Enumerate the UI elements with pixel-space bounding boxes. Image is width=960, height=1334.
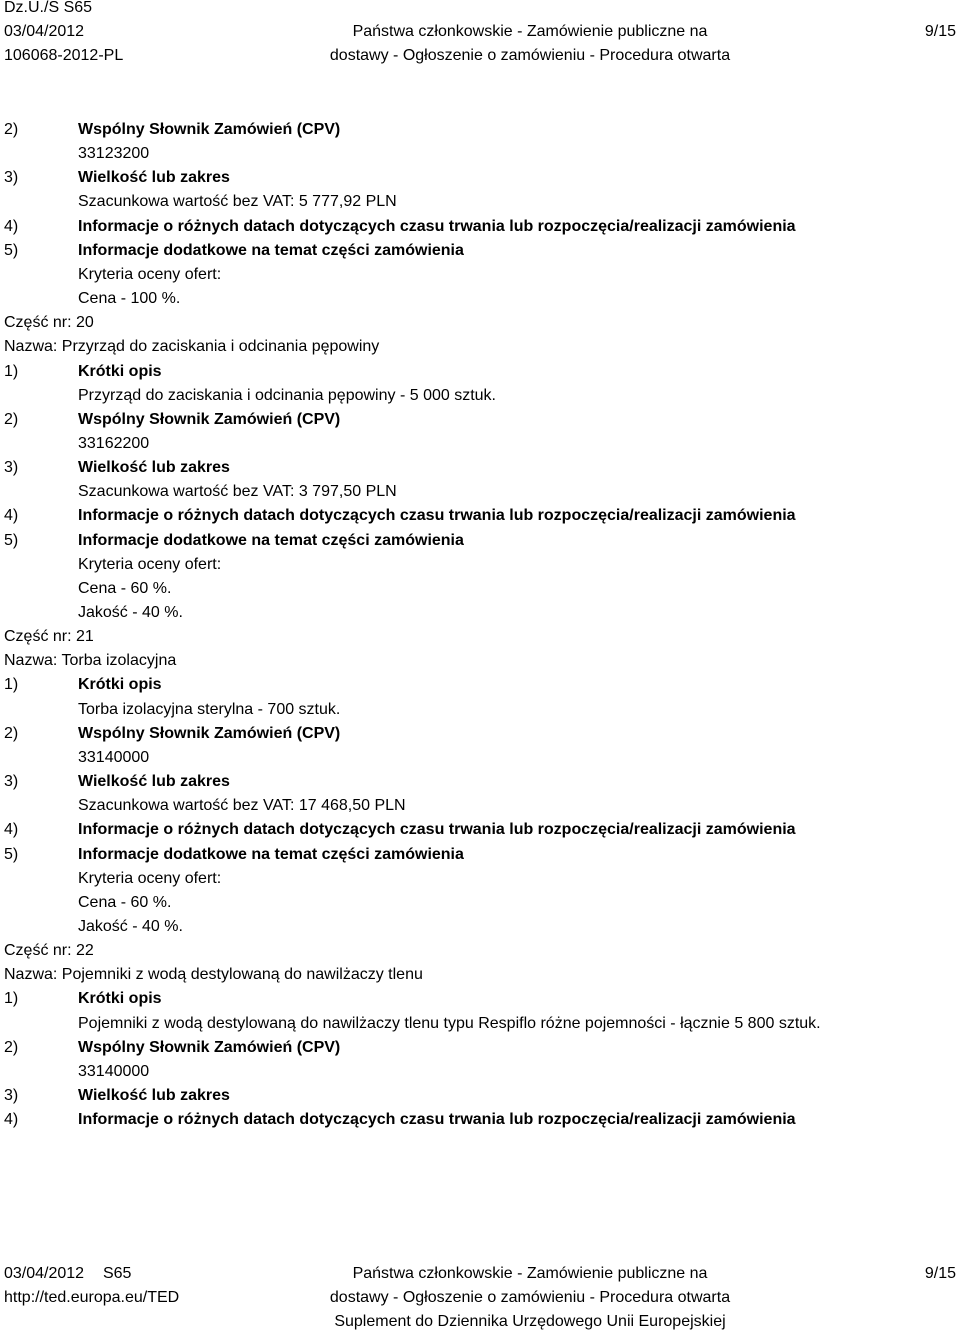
numbered-item [4,215,796,239]
numbered-item [4,239,464,263]
item-heading: Informacje dodatkowe na temat części zamówienia [78,845,464,863]
item-text: 33140000 [78,748,150,766]
numbered-item [4,722,340,746]
numbered-item [4,529,464,553]
item-heading: Wielkość lub zakres [78,1087,230,1104]
item-text: Część nr: 20 [4,314,94,332]
item-number: 1) [4,990,19,1008]
footer-issue: S65 [102,1265,132,1282]
item-number: 2) [4,410,19,428]
item-text: Szacunkowa wartość bez VAT: 17 468,50 PLN [78,797,406,815]
item-number: 4) [4,1111,19,1129]
item-heading: Informacje o różnych datach dotyczących czasu trwania lub rozpoczęcia/realizacji zamówienia [78,1111,796,1129]
item-heading: Informacje o różnych datach dotyczących czasu trwania lub rozpoczęcia/realizacji zamówienia [78,821,796,839]
item-text: Część nr: 22 [4,942,94,960]
numbered-item [4,1084,230,1108]
page-footer [0,1262,960,1334]
item-heading: Informacje dodatkowe na temat części zamówienia [78,531,464,549]
header-title-line2: dostawy - Ogłoszenie o zamówieniu - Procedura otwarta [329,47,731,64]
footer-page-number: 9/15 [924,1265,956,1282]
item-detail [78,794,406,818]
item-number: 2) [4,121,19,138]
item-text: 33162200 [78,434,150,452]
item-text: 33123200 [78,145,150,163]
numbered-item [4,818,796,842]
item-heading: Krótki opis [78,676,162,694]
item-heading: Informacje dodatkowe na temat części zamówienia [78,241,464,259]
item-number: 4) [4,821,19,839]
section-line [4,335,379,359]
item-text: Nazwa: Torba izolacyjna [4,652,177,670]
header-title-line1: Państwa członkowskie - Zamówienie publiczne na [352,23,708,40]
item-text: Jakość - 40 %. [78,917,183,935]
item-heading: Krótki opis [78,990,162,1008]
item-number: 1) [4,362,19,380]
numbered-item [4,770,230,794]
footer-title-line1: Państwa członkowskie - Zamówienie publiczne na [352,1265,708,1282]
item-detail [78,577,171,601]
item-number: 2) [4,724,19,742]
notice-number: 106068-2012-PL [4,47,124,64]
item-detail [78,287,180,311]
item-detail [78,891,171,915]
numbered-item [4,456,230,480]
section-line [4,939,94,963]
numbered-item [4,1108,796,1132]
item-detail [78,698,340,722]
item-text: Część nr: 21 [4,628,94,646]
item-text: 33140000 [78,1062,150,1080]
item-text: Nazwa: Przyrząd do zaciskania i odcinania pępowiny [4,338,380,356]
item-text: Kryteria oceny ofert: [78,555,222,573]
item-text: Torba izolacyjna sterylna - 700 sztuk. [78,700,341,718]
item-text: Szacunkowa wartość bez VAT: 5 777,92 PLN [78,193,397,211]
item-number: 1) [4,676,19,694]
item-text: Nazwa: Pojemniki z wodą destylowaną do nawilżaczy tlenu [4,966,423,984]
numbered-item [4,408,340,432]
item-heading: Wspólny Słownik Zamówień (CPV) [78,724,341,742]
item-heading: Wielkość lub zakres [78,169,230,187]
item-detail [78,601,183,625]
section-line [4,649,176,673]
numbered-item [4,987,162,1011]
item-heading: Wielkość lub zakres [78,773,230,791]
item-number: 5) [4,531,19,549]
item-detail [78,142,149,166]
item-heading: Informacje o różnych datach dotyczących czasu trwania lub rozpoczęcia/realizacji zamówienia [78,507,796,525]
section-line [4,625,94,649]
item-detail [78,263,221,287]
item-heading: Wspólny Słownik Zamówień (CPV) [78,1038,341,1056]
item-number: 3) [4,773,19,791]
item-heading: Krótki opis [78,362,162,380]
item-number: 5) [4,241,19,259]
item-text: Pojemniki z wodą destylowaną do nawilżaczy tlenu typu Respiflo różne pojemności - łącznie 5 800 sztuk. [78,1014,821,1032]
item-number: 3) [4,459,19,477]
item-text: Jakość - 40 %. [78,604,183,621]
item-number: 3) [4,1087,19,1104]
item-text: Szacunkowa wartość bez VAT: 3 797,50 PLN [78,483,397,501]
item-heading: Wspólny Słownik Zamówień (CPV) [78,121,341,138]
numbered-item [4,504,796,528]
numbered-item [4,1036,340,1060]
item-text: Cena - 60 %. [78,893,172,911]
item-detail [78,746,149,770]
page-header [0,0,960,80]
item-number: 2) [4,1038,19,1056]
item-detail [78,867,221,891]
item-heading: Wspólny Słownik Zamówień (CPV) [78,410,341,428]
item-detail [78,1060,149,1084]
item-number: 4) [4,217,19,235]
item-number: 3) [4,169,19,187]
item-heading: Wielkość lub zakres [78,459,230,477]
item-text: Cena - 60 %. [78,579,172,597]
header-page-number: 9/15 [924,23,956,40]
numbered-item [4,673,162,697]
item-text: Przyrząd do zaciskania i odcinania pępowiny - 5 000 sztuk. [78,386,496,404]
item-number: 4) [4,507,19,525]
item-detail [78,432,149,456]
journal-ref: Dz.U./S S65 [4,0,93,16]
item-text: Kryteria oceny ofert: [78,869,222,887]
numbered-item [4,360,162,384]
item-text: Kryteria oceny ofert: [78,265,222,283]
item-detail [78,480,397,504]
section-line [4,311,94,335]
numbered-item [4,843,464,867]
item-detail [78,553,221,577]
numbered-item [4,166,230,190]
footer-title-line2: dostawy - Ogłoszenie o zamówieniu - Procedura otwarta [329,1289,731,1306]
item-heading: Informacje o różnych datach dotyczących czasu trwania lub rozpoczęcia/realizacji zamówienia [78,217,796,235]
footer-url[interactable]: http://ted.europa.eu/TED [4,1289,180,1306]
section-line [4,963,423,987]
item-number: 5) [4,845,19,863]
item-detail [78,190,397,214]
item-detail [78,384,496,408]
footer-supplement: Suplement do Dziennika Urzędowego Unii Europejskiej [334,1313,726,1330]
item-text: Cena - 100 %. [78,290,181,308]
item-detail [78,1012,821,1036]
header-date: 03/04/2012 [4,23,85,40]
footer-date: 03/04/2012 [4,1265,85,1282]
item-detail [78,915,183,939]
numbered-item [4,118,340,142]
